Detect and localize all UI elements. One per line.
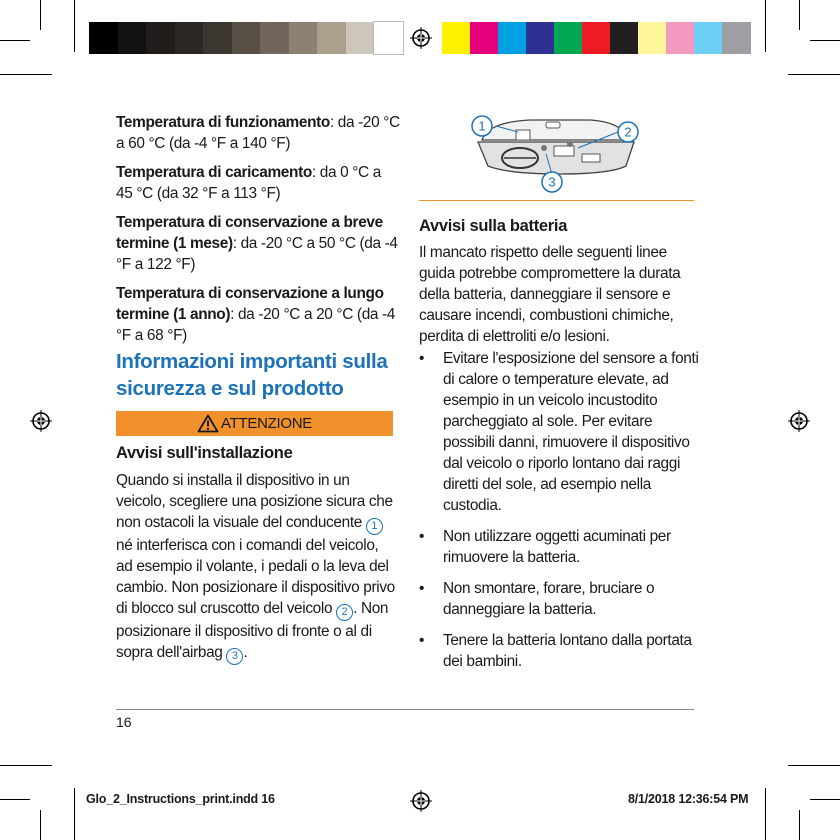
crop-mark (40, 0, 41, 30)
section-divider (419, 200, 694, 201)
color-swatch (470, 22, 499, 54)
battery-intro: Il mancato rispetto delle seguenti linee guida potrebbe compromettere la durata della batteria, danneggiare il sensore e causare incendi, combustioni chimiche, perdita di elettroliti e/o lesioni. (419, 244, 681, 345)
registration-mark-icon (410, 27, 432, 49)
crop-mark (74, 0, 75, 52)
spec-value: : da -20 °C a 50 °C (da -4 °F a 122 °F) (116, 235, 398, 273)
color-swatch (118, 22, 147, 54)
color-swatch (346, 22, 375, 54)
crop-mark (0, 74, 52, 75)
crop-mark (799, 810, 800, 840)
callout-1-icon: 1 (366, 518, 383, 535)
slug-filename: Glo_2_Instructions_print.indd 16 (86, 792, 275, 806)
crop-mark (0, 40, 30, 41)
warning-label: ATTENZIONE (221, 415, 312, 432)
crop-mark (0, 799, 30, 800)
spec-item (116, 162, 401, 204)
spec-item (116, 283, 401, 346)
text-run: . Non posizionare il dispositivo di fronte o al di sopra dell'airbag (116, 600, 389, 661)
section-title: Informazioni importanti sulla sicurezza e sul prodotto (116, 350, 388, 400)
spec-label: Temperatura di funzionamento (116, 114, 330, 131)
install-title: Avvisi sull'installazione (116, 444, 293, 462)
list-item: • Non smontare, forare, bruciare o danneggiare la batteria. (419, 578, 699, 620)
spec-label: Temperatura di conservazione a lungo termine (1 anno) (116, 285, 384, 323)
color-swatch (203, 22, 232, 54)
list-item: • Evitare l'esposizione del sensore a fonti di calore o temperature elevate, ad esempio in un veicolo incustodito parcheggiato al sole. Per evitare possibili danni, rimuovere il dispositivo dal veicolo o riporlo lontano dai raggi diretti del sole, ad esempio nella custodia. (419, 348, 699, 516)
text-run: Quando si installa il dispositivo in un veicolo, scegliere una posizione sicura che non ostacoli la visuale del conducente (116, 472, 393, 531)
callout-3-icon: 3 (226, 648, 243, 665)
battery-bullets (419, 348, 699, 682)
figure-callout-3-label: 3 (548, 174, 556, 190)
text-run: . (243, 644, 248, 661)
color-swatch (666, 22, 695, 54)
figure-callout-1-label: 1 (478, 118, 486, 134)
color-swatch (526, 22, 555, 54)
color-swatch (175, 22, 204, 54)
color-swatch (610, 22, 639, 54)
color-swatch (498, 22, 527, 54)
spec-label: Temperatura di conservazione a breve termine (1 mese) (116, 214, 383, 252)
color-swatch (260, 22, 289, 54)
list-item: • Tenere la batteria lontano dalla portata dei bambini. (419, 630, 699, 672)
spec-value: : da -20 °C a 20 °C (da -4 °F a 68 °F) (116, 306, 396, 344)
crop-mark (765, 0, 766, 52)
bullet-list (419, 348, 699, 672)
page-number: 16 (116, 714, 132, 730)
color-swatch (582, 22, 611, 54)
color-swatch (722, 22, 751, 54)
spec-item (116, 212, 401, 275)
color-swatch (638, 22, 667, 54)
crop-mark (810, 40, 840, 41)
registration-mark-icon (410, 790, 432, 812)
spec-value: : da 0 °C a 45 °C (da 32 °F a 113 °F) (116, 164, 381, 202)
registration-mark-icon (30, 410, 52, 432)
color-swatch (289, 22, 318, 54)
crop-mark (74, 788, 75, 840)
callout-2-icon: 2 (336, 604, 353, 621)
color-swatch (317, 22, 346, 54)
slug-datetime: 8/1/2018 12:36:54 PM (628, 792, 749, 806)
crop-mark (40, 810, 41, 840)
crop-mark (799, 0, 800, 30)
warning-banner (116, 411, 393, 436)
crop-mark (765, 788, 766, 840)
specs-block (116, 112, 401, 354)
crop-mark (810, 799, 840, 800)
color-swatch (694, 22, 723, 54)
color-swatch (232, 22, 261, 54)
install-paragraph (116, 470, 396, 665)
color-swatch (554, 22, 583, 54)
color-swatch (374, 22, 403, 54)
color-swatch (442, 22, 471, 54)
spec-item (116, 112, 401, 154)
list-item: • Non utilizzare oggetti acuminati per rimuovere la batteria. (419, 526, 699, 568)
dashboard-illustration (460, 108, 650, 194)
crop-mark (0, 765, 52, 766)
crop-mark (788, 765, 840, 766)
battery-title: Avvisi sulla batteria (419, 217, 568, 235)
crop-mark (788, 74, 840, 75)
figure-callout-2-label: 2 (624, 124, 632, 140)
text-run: né interferisca con i comandi del veicolo, ad esempio il volante, i pedali o la leva del cambio. Non posizionare il dispositivo privo di blocco sul cruscotto del veicolo (116, 537, 395, 617)
registration-mark-icon (788, 410, 810, 432)
warning-triangle-icon (197, 414, 219, 433)
spec-label: Temperatura di caricamento (116, 164, 312, 181)
color-swatch (146, 22, 175, 54)
spec-value: : da -20 °C a 60 °C (da -4 °F a 140 °F) (116, 114, 400, 152)
footer-rule (116, 709, 694, 710)
color-swatch (89, 22, 118, 54)
